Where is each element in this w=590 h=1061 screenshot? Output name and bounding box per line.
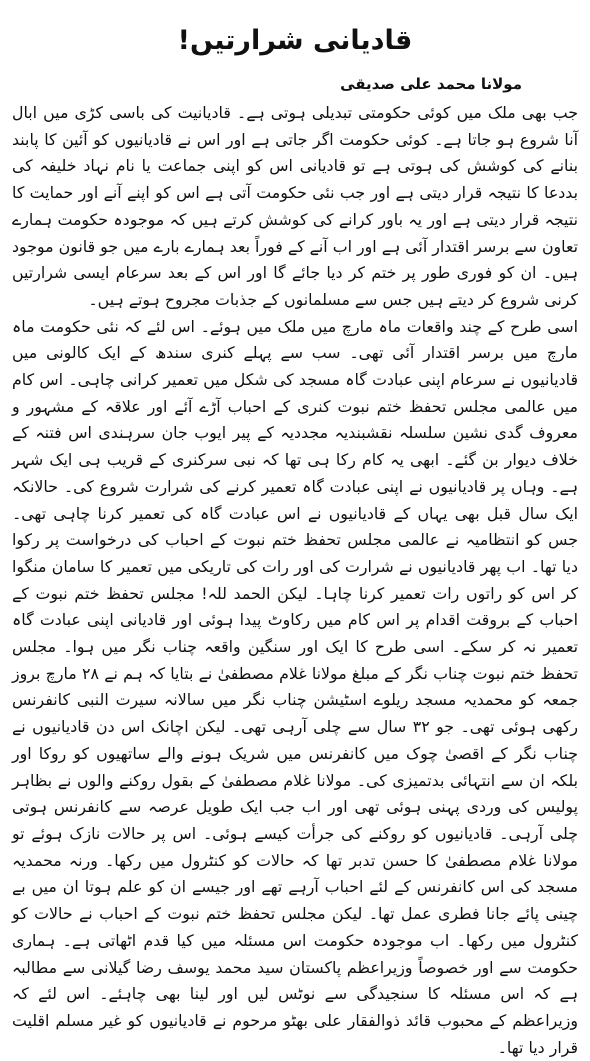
article-paragraph-2: اسی طرح کے چند واقعات ماہ مارچ میں ملک میں ہوئے۔ اس لئے کہ نئی حکومت ماہ مارچ میں برسر اقتدار آئی تھی۔ سب سے پہلے کنری سندھ کے ایک کالونی میں قادیانیوں نے سرعام اپنی عبادت گاہ مسجد کی شکل میں تعمیر کرانی چاہی۔ اس کام میں عالمی مجلس تحفظ ختم نبوت کنری کے احباب آڑے آئے اور علاقہ کے مشہور و معروف گدی نشین سلسلہ نقشبندیہ مجددیہ کے پیر ایوب جان سرہندی اس فتنہ کے خلاف دیوار بن گئے۔ ابھی یہ کام رکا ہی تھا کہ نبی سرکنری کے قریب ہی ایک شہر ہے۔ وہاں پر قادیانیوں نے اپنی عبادت گاہ تعمیر کرنے کی شرارت شروع کی۔ حالانکہ ایک سال قبل بھی یہاں کے قادیانیوں نے اس عبادت گاہ کی تعمیر کرنا چاہی تھی۔ جس کو انتظامیہ نے عالمی مجلس تحفظ ختم نبوت کے احباب کی درخواست پر رکوا دیا تھا۔ اب پھر قادیانیوں نے شرارت کی اور رات کی تاریکی میں تعمیر کا سامان منگوا کر اس کو راتوں رات تعمیر کرنا چاہا۔ لیکن الحمد للہ! مجلس تحفظ ختم نبوت کے احباب کے بروقت اقدام پر اس کام میں رکاوٹ پیدا ہوئی اور قادیانی اپنی عبادت گاہ تعمیر نہ کر سکے۔ اسی طرح کا ایک اور سنگین واقعہ چناب نگر میں ہوا۔ مجلس تحفظ ختم نبوت چناب نگر کے مبلغ مولانا غلام مصطفیٰ نے بتایا کہ ہم نے ۲۸ مارچ بروز جمعہ کو محمدیہ مسجد ریلوے اسٹیشن چناب نگر میں سالانہ سیرت النبی کانفرنس رکھی ہوئی تھی۔ جو ۳۲ سال سے چلی آرہی تھی۔ لیکن اچانک اس دن قادیانیوں نے چناب نگر کے اقصیٰ چوک میں کانفرنس میں شریک ہونے والے ساتھیوں کو روکا اور بلکہ ان سے انتہائی بدتمیزی کی۔ مولانا غلام مصطفیٰ کے بقول روکنے والوں نے بظاہر پولیس کی وردی پہنی ہوئی تھی اور اب جب ایک طویل عرصہ سے کانفرنس ہوتی چلی آرہی۔ قادیانیوں کو روکنے کی جرأت کیسے ہوئی۔ اس پر حالات نازک ہوئے تو مولانا غلام مصطفیٰ کا حسن تدبر تھا کہ حالات کو کنٹرول میں رکھا۔ ورنہ محمدیہ مسجد کی اس کانفرنس کے لئے احباب آرہے تھے اور جیسے ان کو علم ہوتا ان میں بے چینی پائے جانا فطری عمل تھا۔ لیکن مجلس تحفظ ختم نبوت کے احباب نے حالات کو کنٹرول میں رکھا۔ اب موجودہ حکومت اس مسئلہ میں کیا قدم اٹھاتی ہے۔ ہماری حکومت سے اور خصوصاً وزیراعظم پاکستان سید محمد یوسف رضا گیلانی سے مطالبہ ہے کہ اس مسئلہ کا سنجیدگی سے نوٹس لیں اور لینا بھی چاہئے۔ اس لئے کہ وزیراعظم کے محبوب قائد ذوالفقار علی بھٹو مرحوم نے قادیانیوں کو غیر مسلم اقلیت قرار دیا تھا۔ (12, 316, 579, 1057)
article-paragraph-1: جب بھی ملک میں کوئی حکومتی تبدیلی ہوتی ہے۔ قادیانیت کی باسی کڑی میں ابال آنا شروع ہو جاتا ہے۔ کوئی حکومت اگر جاتی ہے اور اس نے قادیانیوں کو آئین کا پابند بنانے کی کوشش کی ہوتی ہے تو قادیانی اس کو اپنی جماعت یا نام نہاد خلیفہ کی بددعا کا نتیجہ قرار دیتی ہے اور جب نئی حکومت آتی ہے اس کو اپنے آنے اور حمایت کا نتیجہ قرار دیتی ہے اور یہ باور کرانے کی کوشش کرتے ہیں کہ موجودہ حکومت ہمارے تعاون سے برسر اقتدار آئی ہے اور اب آنے کے فوراً بعد ہمارے بارے میں جو قانون موجود ہیں۔ ان کو فوری طور پر ختم کر دیا جائے گا اور اس کے بعد سرعام ایسی شرارتیں کرنی شروع کر دیتے ہیں جس سے مسلمانوں کے جذبات مجروح ہوتے ہیں۔ (12, 103, 578, 309)
author-name: مولانا محمد علی صدیقی (340, 75, 522, 93)
article-title: قادیانی شرارتیں! (177, 25, 413, 56)
